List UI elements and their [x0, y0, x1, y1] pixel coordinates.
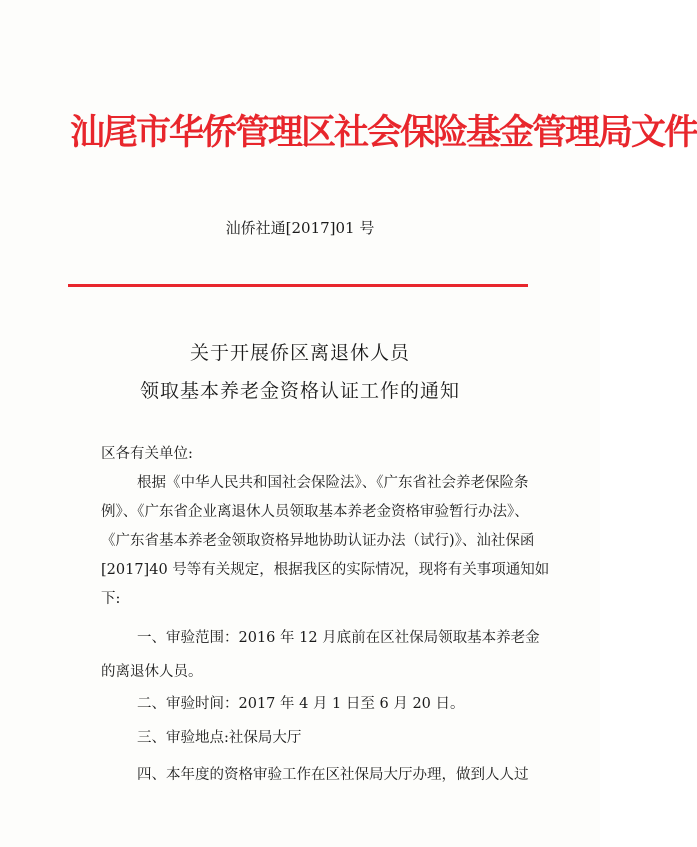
notice-title-line-1: 关于开展侨区离退休人员: [189, 342, 410, 364]
red-divider-line: [68, 284, 528, 287]
document-number: 汕侨社通[2017]01 号: [225, 219, 375, 237]
intro-line: 《广东省基本养老金领取资格异地协助认证办法（试行)》、汕社保函: [101, 533, 535, 549]
salutation: 区各有关单位:: [101, 446, 193, 462]
item-1-scope: 一、审验范围：2016 年 12 月底前在区社保局领取基本养老金: [137, 630, 540, 646]
item-1-scope-cont: 的离退休人员。: [101, 664, 203, 680]
notice-title-line-2: 领取基本养老金资格认证工作的通知: [139, 380, 460, 402]
intro-line: 例》、《广东省企业离退休人员领取基本养老金资格审验暂行办法》、: [101, 504, 529, 520]
issuing-office-header: 汕尾市华侨管理区社会保险基金管理局文件: [70, 113, 697, 153]
item-4-process: 四、本年度的资格审验工作在区社保局大厅办理，做到人人过: [137, 767, 529, 783]
item-2-time: 二、审验时间：2017 年 4 月 1 日至 6 月 20 日。: [137, 696, 465, 712]
item-3-location: 三、审验地点:社保局大厅: [137, 730, 302, 746]
intro-line: 根据《中华人民共和国社会保险法》、《广东省社会养老保险条: [137, 475, 529, 491]
intro-line: [2017]40 号等有关规定，根据我区的实际情况，现将有关事项通知如: [101, 562, 550, 578]
intro-line: 下:: [101, 591, 121, 607]
